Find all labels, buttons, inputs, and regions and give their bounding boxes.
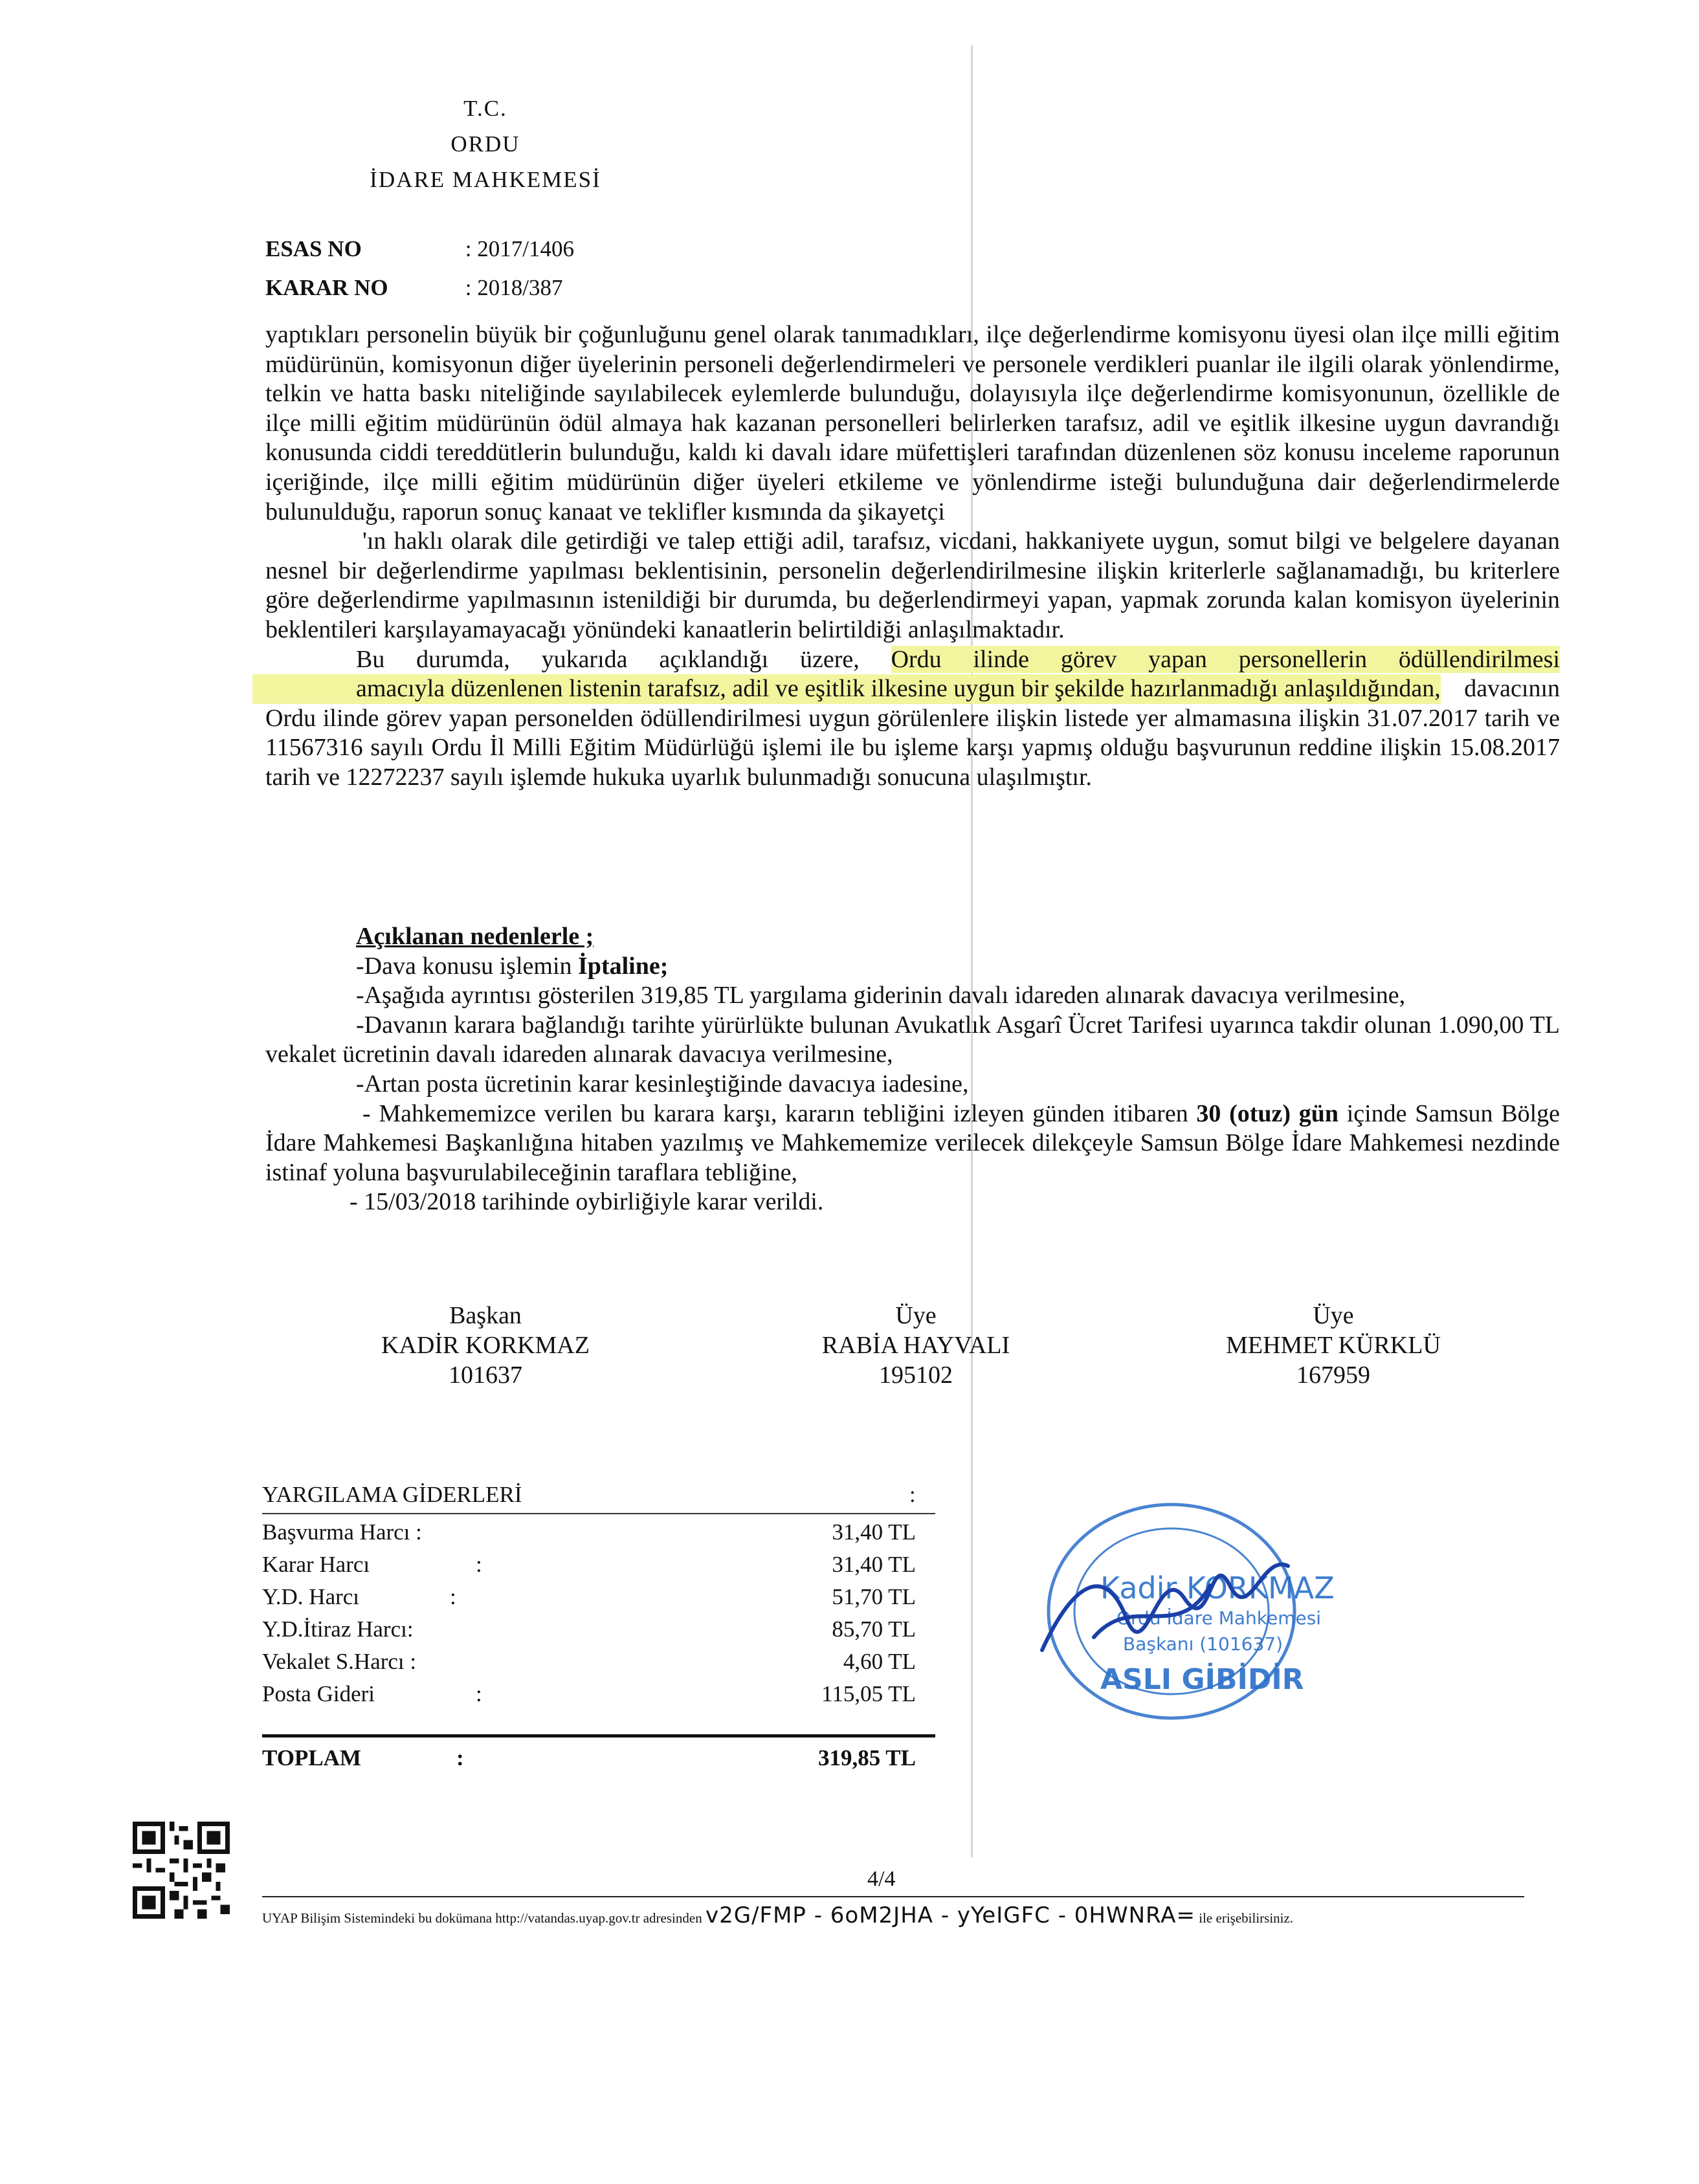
annulment-word: İptaline; [578,952,669,980]
paragraph-3 [265,645,1560,793]
header-court: İDARE MAHKEMESİ [370,167,601,192]
table-row: Karar Harcı : 31,40 TL [262,1552,916,1577]
table-row: Vekalet S.Harcı : 4,60 TL [262,1649,916,1674]
table-row: Posta Gideri : 115,05 TL [262,1681,916,1706]
table-row: Başvurma Harcı : 31,40 TL [262,1519,916,1545]
esas-label: ESAS NO [265,236,362,261]
total-label: TOPLAM [262,1745,361,1770]
qr-code-icon [133,1822,230,1919]
stamp-title: Başkanı (101637) [1123,1633,1283,1655]
footer-text-end: ile erişebilirsiniz. [1195,1910,1294,1926]
decision-item-costs: -Aşağıda ayrıntısı gösterilen 319,85 TL yargılama giderinin davalı idareden alınarak davacıya verilmesine, [356,982,1406,1009]
court-stamp [1016,1488,1340,1747]
stamp-name: Kadir KORKMAZ [1100,1571,1335,1605]
appeal-period: 30 (otuz) gün [1196,1099,1339,1127]
signature-member-2 [1139,1301,1527,1390]
signature-name: RABİA HAYVALI [821,1332,1010,1359]
signature-role: Üye [1313,1302,1354,1329]
highlighted-text-2: amacıyla düzenlenen listenin tarafsız, adil ve eşitlik ilkesine uygun bir şekilde hazırlanmadığı anlaşıldığından, [252,674,1441,704]
esas-value: : 2017/1406 [465,236,574,261]
page-number: 4/4 [867,1867,896,1891]
costs-title-row [262,1482,935,1514]
esas-row [265,230,574,269]
karar-row [265,269,574,307]
decision-item-appeal: - Mahkememizce verilen bu karara karşı, kararın tebliğini izleyen günden itibaren 30 (otuz) gün içinde Samsun Bölge İdare Mahkemesi Başkanlığına hitaben yazılmış ve Mahkememize verilecek dilekçeyle Samsun Bölge İdare Mahkemesi nezdinde istinaf yoluna başvurulabileceğinin taraflara tebliğine, [265,1099,1560,1186]
stamp-court: Ordu İdare Mahkemesi [1116,1607,1322,1629]
paragraph-1: yaptıkları personelin büyük bir çoğunluğunu genel olarak tanımadıkları, ilçe değerlendirme komisyonu üyesi olan ilçe milli eğitim müdürünün, komisyonun diğer üyelerinin personeli değerlendirmeleri ve personele verdikleri puanlar ile ilgili olarak yönlendirme, telkin ve hatta baskı niteliğinde sayılabilecek eylemlerde bulunduğu, dolayısıyla ilçe değerlendirme komisyonunun, özellikle de ilçe milli eğitim müdürünün ödül almaya hak kazanan personelleri belirlerken tarafsız, adil ve eşitlik ilkesine uygun davrandığı konusunda ciddi tereddütlerin bulunduğu, kaldı ki davalı idare müfettişleri tarafından düzenlenen söz konusu inceleme raporunun içeriğinde, ilçe milli eğitim müdürünün diğer üyeleri etkileme ve yönlendirme isteği bulunduğuna dair değerlendirmelerde bulunulduğu, raporun sonuç kanaat ve teklifler kısmında da şikayetçi [265,321,1560,525]
decision-item-date: - 15/03/2018 tarihinde oybirliğiyle karar verildi. [350,1188,824,1216]
signature-role: Üye [895,1302,937,1329]
decision-item-annulment: -Dava konusu işlemin İptaline; [356,952,669,980]
table-row: Y.D. Harcı : 51,70 TL [262,1584,916,1609]
case-info [265,230,574,307]
signature-member-1 [722,1301,1110,1390]
total-amount: 319,85 TL [817,1745,916,1770]
decision-item-postage: -Artan posta ücretinin karar kesinleştiğinde davacıya iadesine, [356,1070,969,1098]
decision-item-fee: -Davanın karara bağlandığı tarihte yürürlükte bulunan Avukatlık Asgarî Ücret Tarifesi uyarınca takdir olunan 1.090,00 TL vekalet ücretinin davalı idareden alınarak davacıya verilmesine, [265,1011,1560,1068]
signature-name: MEHMET KÜRKLÜ [1226,1332,1441,1359]
uyap-footer [262,1896,1524,1928]
stamp-asli: ASLI GİBİDİR [1100,1663,1304,1696]
signature-id: 195102 [879,1362,953,1389]
total-colon: : [456,1745,464,1770]
paragraph-3-rest: davacının Ordu ilinde görev yapan personelden ödüllendirilmesi uygun görülenlere ilişkin listede yer almamasına ilişkin 31.07.2017 tarih ve 11567316 sayılı Ordu İl Milli Eğitim Müdürlüğü işlemi ile bu işleme karşı yapmış olduğu başvurunun reddine ilişkin 15.08.2017 tarih ve 12272237 sayılı işlemde hukuka uyarlık bulunmadığı sonucuna ulaşılmıştır. [265,675,1560,791]
header-city: ORDU [450,131,520,157]
signature-role: Başkan [449,1302,522,1329]
costs-total-row [262,1734,935,1776]
highlighted-text-1: Ordu ilinde görev yapan personellerin ödüllendirilmesi [891,645,1560,673]
signature-president [291,1301,680,1390]
karar-label: KARAR NO [265,275,388,300]
paragraph-3-intro: Bu durumda, yukarıda açıklandığı üzere, [356,645,891,673]
footer-text: UYAP Bilişim Sistemindeki bu dokümana http://vatandas.uyap.gov.tr adresinden [262,1910,705,1926]
paragraph-2: 'ın haklı olarak dile getirdiği ve talep ettiği adil, tarafsız, vicdani, hakkaniyete uygun, somut bilgi ve belgelere dayanan nesnel bir değerlendirme yapılması beklentisinin, personelin değerlendirilmesine ilişkin kriterlerle sağlanamadığı, bu kriterlere göre değerlendirme yapılmasının istenildiği bir durumda, bu değerlendirmeyi yapan, yapmak zorunda kalan komisyon üyelerinin beklentileri karşılayamayacağı yönündeki kanaatlerin belirtildiği anlaşılmaktadır. [265,527,1560,643]
costs-title: YARGILAMA GİDERLERİ [262,1482,522,1507]
verification-code: v2G/FMP - 6oM2JHA - yYeIGFC - 0HWNRA= [705,1903,1196,1928]
decision-heading: Açıklanan nedenlerle ; [356,923,594,950]
decision-section [265,922,1560,1217]
costs-title-colon: : [909,1482,916,1507]
signature-id: 101637 [449,1362,522,1389]
table-row: Y.D.İtiraz Harcı: 85,70 TL [262,1616,916,1642]
reasoning-text [265,320,1560,793]
signature-name: KADİR KORKMAZ [381,1332,590,1359]
header-tc: T.C. [463,96,507,121]
costs-table [262,1482,935,1776]
signature-id: 167959 [1296,1362,1370,1389]
karar-value: : 2018/387 [465,275,563,300]
court-header [0,91,971,197]
